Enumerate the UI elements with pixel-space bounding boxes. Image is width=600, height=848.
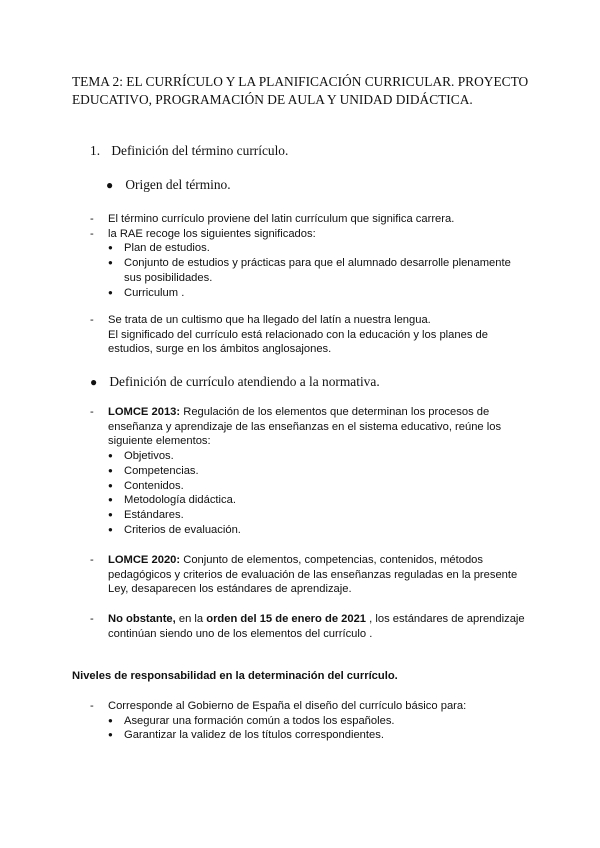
list-item (90, 405, 522, 449)
subheading-normativa-text: Definición de currículo atendiendo a la normativa. (109, 374, 380, 389)
subheading-origen (106, 177, 231, 193)
noobstante-mid: en la (175, 613, 207, 625)
element-item: ● Objetivos. (108, 449, 522, 464)
section-heading-1 (90, 143, 288, 159)
list-item (90, 612, 530, 641)
noobstante-block (90, 612, 530, 641)
list-item (90, 227, 530, 242)
element-item: ● Estándares. (108, 508, 522, 523)
lomce2020-text: Conjunto de elementos, competencias, contenidos, métodos pedagógicos y criterios de evaluación de las enseñanzas reguladas en la presente Ley, desaparecen los estándares de aprendizaje. (108, 554, 518, 596)
element-item: ● Criterios de evaluación. (108, 523, 522, 538)
origen-extra (90, 313, 510, 357)
document-title: TEMA 2: EL CURRÍCULO Y LA PLANIFICACIÓN CURRICULAR. PROYECTO EDUCATIVO, PROGRAMACIÓN DE AULA Y UNIDAD DIDÁCTICA. (72, 74, 529, 107)
lomce2013-text: Regulación de los elementos que determinan los procesos de enseñanza y aprendizaje de las enseñanzas en el sistema educativo, reúne los siguiente elementos: (108, 406, 502, 448)
niveles-sublist (90, 714, 520, 743)
section-number: 1. (90, 143, 101, 158)
niveles-list (90, 699, 520, 743)
bullet-icon: ● (106, 178, 114, 192)
lomce2020-block (90, 553, 522, 597)
dash-icon: - (90, 314, 94, 326)
niveles-heading: Niveles de responsabilidad en la determinación del currículo. (72, 670, 398, 682)
dash-icon: - (90, 227, 94, 240)
list-item-text: El término currículo proviene del latin currículum que significa carrera. (108, 213, 455, 225)
subheading-normativa (90, 374, 380, 390)
dash-icon: - (90, 406, 94, 418)
lomce2013-block (90, 405, 522, 537)
niveles-subitem: ● Asegurar una formación común a todos los españoles. (108, 714, 520, 729)
orden-label: orden del 15 de enero de 2021 (206, 613, 367, 625)
element-item: ● Competencias. (108, 464, 522, 479)
lomce2013-label: LOMCE 2013: (108, 406, 181, 418)
list-item (90, 699, 520, 714)
meanings-list (90, 241, 530, 300)
section-heading-text: Definición del término currículo. (111, 143, 289, 158)
lomce2020-label: LOMCE 2020: (108, 554, 181, 566)
dash-icon: - (90, 700, 94, 712)
dash-icon: - (90, 613, 94, 625)
element-item: ● Contenidos. (108, 479, 522, 494)
list-item-text: la RAE recoge los siguientes significados: (108, 227, 316, 240)
list-item (90, 553, 522, 597)
list-item (90, 212, 530, 227)
list-item-text: Corresponde al Gobierno de España el diseño del currículo básico para: (108, 700, 467, 712)
origen-list (90, 212, 530, 300)
meaning-item: ● Plan de estudios. (108, 241, 530, 256)
list-item (90, 313, 510, 357)
meaning-item: ● Conjunto de estudios y prácticas para que el alumnado desarrolle plenamente sus posibilidades. (108, 256, 530, 285)
bullet-icon: ● (90, 375, 98, 389)
noobstante-text: , los estándares de aprendizaje continúan siendo uno de los elementos del currículo . (108, 613, 525, 640)
subheading-origen-text: Origen del término. (125, 177, 231, 192)
noobstante-label: No obstante, (108, 613, 176, 625)
list-item-text: Se trata de un cultismo que ha llegado del latín a nuestra lengua. (108, 314, 431, 326)
list-item-text: El significado del currículo está relacionado con la educación y los planes de estudios, surge en los ámbitos anglosajones. (108, 328, 488, 356)
niveles-subitem: ● Garantizar la validez de los títulos correspondientes. (108, 728, 520, 743)
dash-icon: - (90, 554, 94, 566)
dash-icon: - (90, 213, 94, 225)
elements-list (90, 449, 522, 537)
meaning-item: ● Curriculum . (108, 286, 530, 301)
element-item: ● Metodología didáctica. (108, 493, 522, 508)
